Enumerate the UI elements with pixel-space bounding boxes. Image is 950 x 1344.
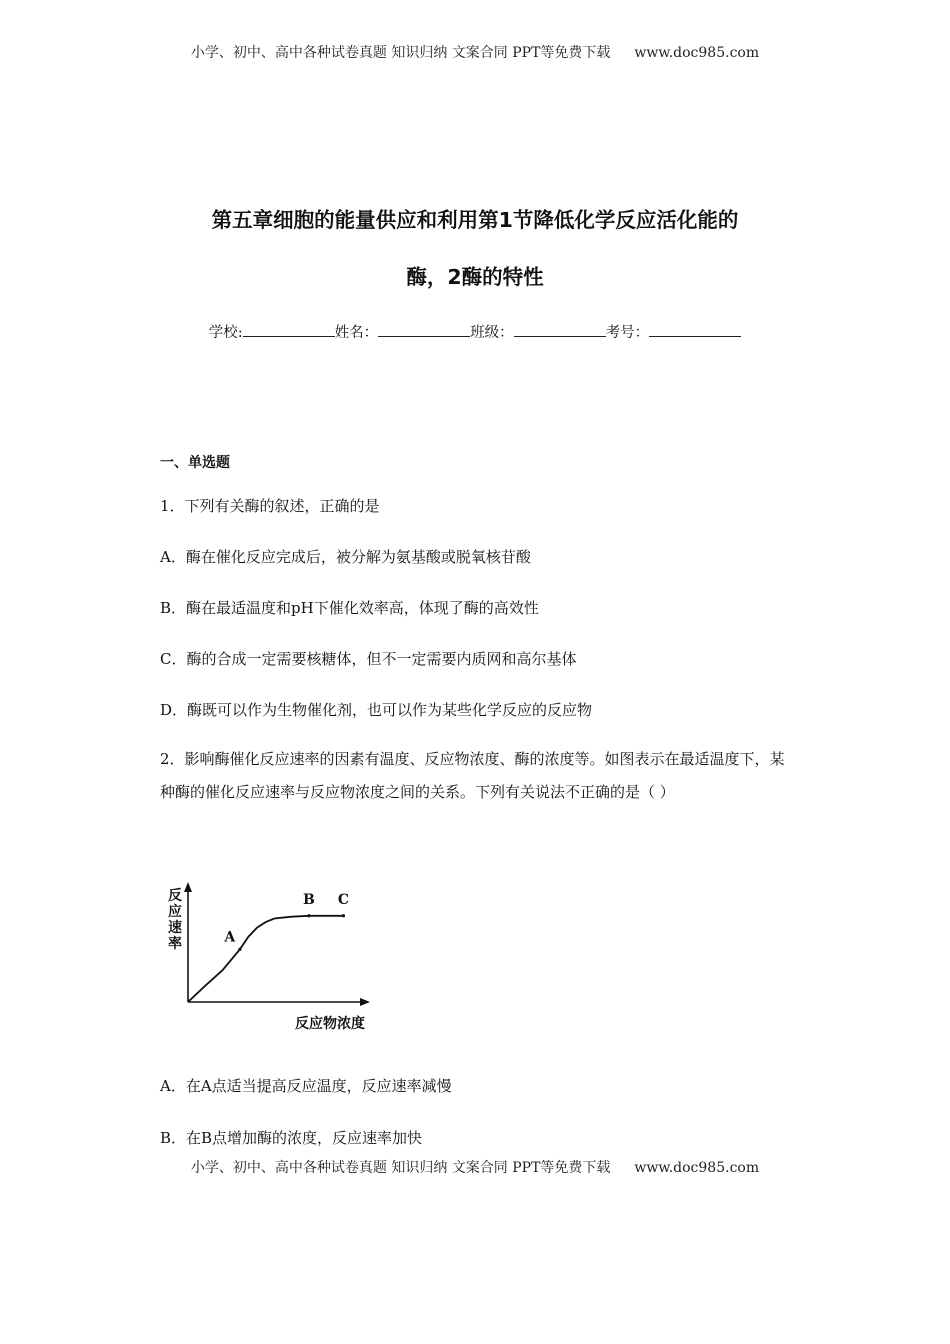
q1-option-a: A．酶在催化反应完成后，被分解为氨基酸或脱氧核苷酸 (160, 548, 531, 566)
y-axis-label (168, 887, 182, 952)
point-label-b: B (302, 891, 315, 908)
name-label: 姓名： (334, 325, 379, 341)
page-header (0, 42, 950, 62)
rate-curve-line (188, 916, 344, 1002)
school-blank (243, 322, 335, 337)
name-blank (378, 322, 470, 337)
header-text: 小学、初中、高中各种试卷真题 知识归纳 文案合同 PPT等免费下载 (190, 45, 611, 61)
point-marker-b (307, 914, 310, 917)
q1-stem: 1．下列有关酶的叙述，正确的是 (160, 497, 380, 515)
doc-title-line2: 酶，2酶的特性 (406, 265, 544, 289)
footer-site-link[interactable]: www.doc985.com (634, 1160, 760, 1176)
q2-option-b: B．在B点增加酶的浓度，反应速率加快 (160, 1129, 423, 1147)
y-axis-label-char: 应 (168, 904, 182, 920)
y-axis-arrow (184, 882, 192, 892)
header-site-link[interactable]: www.doc985.com (634, 45, 760, 61)
x-axis-arrow (360, 998, 370, 1006)
y-axis-label-char: 速 (168, 920, 182, 936)
doc-title-line1: 第五章细胞的能量供应和利用第1节降低化学反应活化能的 (211, 208, 739, 232)
page-footer (0, 1157, 950, 1177)
x-axis-label: 反应物浓度 (295, 1016, 365, 1032)
class-label: 班级： (470, 325, 514, 341)
school-label: 学校: (208, 325, 243, 341)
q2-stem: 2．影响酶催化反应速率的因素有温度、反应物浓度、酶的浓度等。如图表示在最适温度下，某种酶的催化反应速率与反应物浓度之间的关系。下列有关说法不正确的是（ ） (160, 750, 785, 801)
footer-text: 小学、初中、高中各种试卷真题 知识归纳 文案合同 PPT等免费下载 (190, 1160, 611, 1176)
exam-no-label: 考号： (605, 325, 650, 341)
reaction-rate-chart (160, 878, 380, 1038)
point-label-a: A (224, 929, 236, 946)
y-axis-label-char: 反 (168, 888, 182, 904)
section-title: 一、单选题 (160, 455, 230, 471)
point-marker-c (342, 914, 345, 917)
point-marker-a (238, 948, 241, 951)
q1-option-b: B．酶在最适温度和pH下催化效率高，体现了酶的高效性 (160, 599, 539, 617)
student-info-row (0, 321, 950, 342)
point-label-c: C (337, 891, 350, 908)
exam-no-blank (649, 322, 741, 337)
q1-option-c: C．酶的合成一定需要核糖体，但不一定需要内质网和高尔基体 (160, 650, 577, 668)
q1-option-d: D．酶既可以作为生物催化剂，也可以作为某些化学反应的反应物 (160, 701, 593, 719)
class-blank (514, 322, 606, 337)
q2-option-a: A．在A点适当提高反应温度，反应速率减慢 (160, 1077, 452, 1095)
y-axis-label-char: 率 (168, 936, 182, 952)
